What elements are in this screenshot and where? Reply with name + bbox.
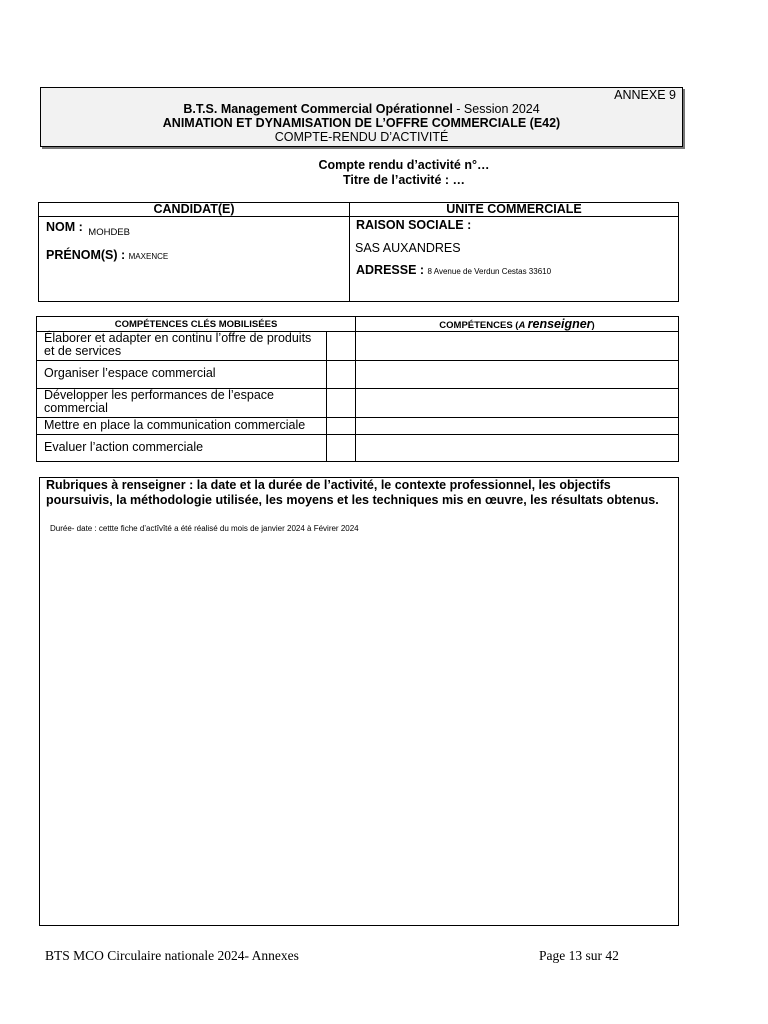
footer-page-number: Page 13 sur 42 xyxy=(539,948,619,963)
raison-sociale-label: RAISON SOCIALE : xyxy=(356,218,472,232)
nom-value: MOHDEB xyxy=(88,227,130,238)
competences-fill-suffix: ) xyxy=(591,320,595,331)
annexe-label: ANNEXE 9 xyxy=(614,88,676,102)
unit-header: UNITE COMMERCIALE xyxy=(446,202,582,216)
competences-keys-header: COMPÉTENCES CLÉS MOBILISÉES xyxy=(114,319,278,330)
report-number: Compte rendu d’activité n°… xyxy=(318,158,490,172)
prenom-field xyxy=(46,246,168,264)
adresse-value: 8 Avenue de Verdun Cestas 33610 xyxy=(427,267,552,276)
nom-field xyxy=(46,218,130,236)
prenom-label: PRÉNOM(S) : xyxy=(46,248,129,262)
footer-source: BTS MCO Circulaire nationale 2024- Annexes xyxy=(45,948,299,963)
competences-fill-a: A xyxy=(518,320,528,331)
competence-row-4: Mettre en place la communication commerciale xyxy=(44,418,306,432)
competence-row-2: Organiser l’espace commercial xyxy=(44,366,216,380)
competence-row-1: Élaborer et adapter en continu l’offre de produits et de services xyxy=(44,331,312,358)
header-box xyxy=(40,87,683,147)
nom-label: NOM : xyxy=(46,220,87,234)
competences-fill-italic: renseigner xyxy=(527,317,592,331)
activity-title: Titre de l’activité : … xyxy=(342,173,466,187)
competences-table xyxy=(36,316,679,462)
rubriques-note: Durée- date : cettte fiche d’actîvîté a été réalisé du mois de janvier 2024 à Févirer 2024 xyxy=(50,524,359,533)
rubriques-box xyxy=(39,477,679,926)
exam-session: - Session 2024 xyxy=(452,102,540,116)
competence-row-5: Evaluer l’action commerciale xyxy=(44,440,204,454)
adresse-label: ADRESSE : xyxy=(356,263,428,277)
competence-row-3: Développer les performances de l’espace commercial xyxy=(44,388,274,415)
rubriques-instructions: Rubriques à renseigner : la date et la durée de l’activité, le contexte professionnel, les objectifs poursuivis, la méthodologie utilisée, les moyens et les techniques mis en œuvre, les résultats obtenus. xyxy=(46,478,659,507)
exam-subject: ANIMATION ET DYNAMISATION DE L’OFFRE COMMERCIALE (E42) xyxy=(162,116,561,130)
adresse-field xyxy=(356,261,551,279)
raison-sociale-value: SAS AUXANDRES xyxy=(355,241,461,255)
prenom-value: MAXENCE xyxy=(128,252,169,261)
candidate-header: CANDIDAT(E) xyxy=(153,202,235,216)
exam-title-bold: B.T.S. Management Commercial Opérationnel xyxy=(183,102,453,116)
candidate-table xyxy=(38,202,679,302)
competences-fill-prefix: COMPÉTENCES ( xyxy=(439,320,519,331)
document-type: COMPTE-RENDU D’ACTIVITÉ xyxy=(274,130,449,144)
exam-title xyxy=(41,102,682,116)
